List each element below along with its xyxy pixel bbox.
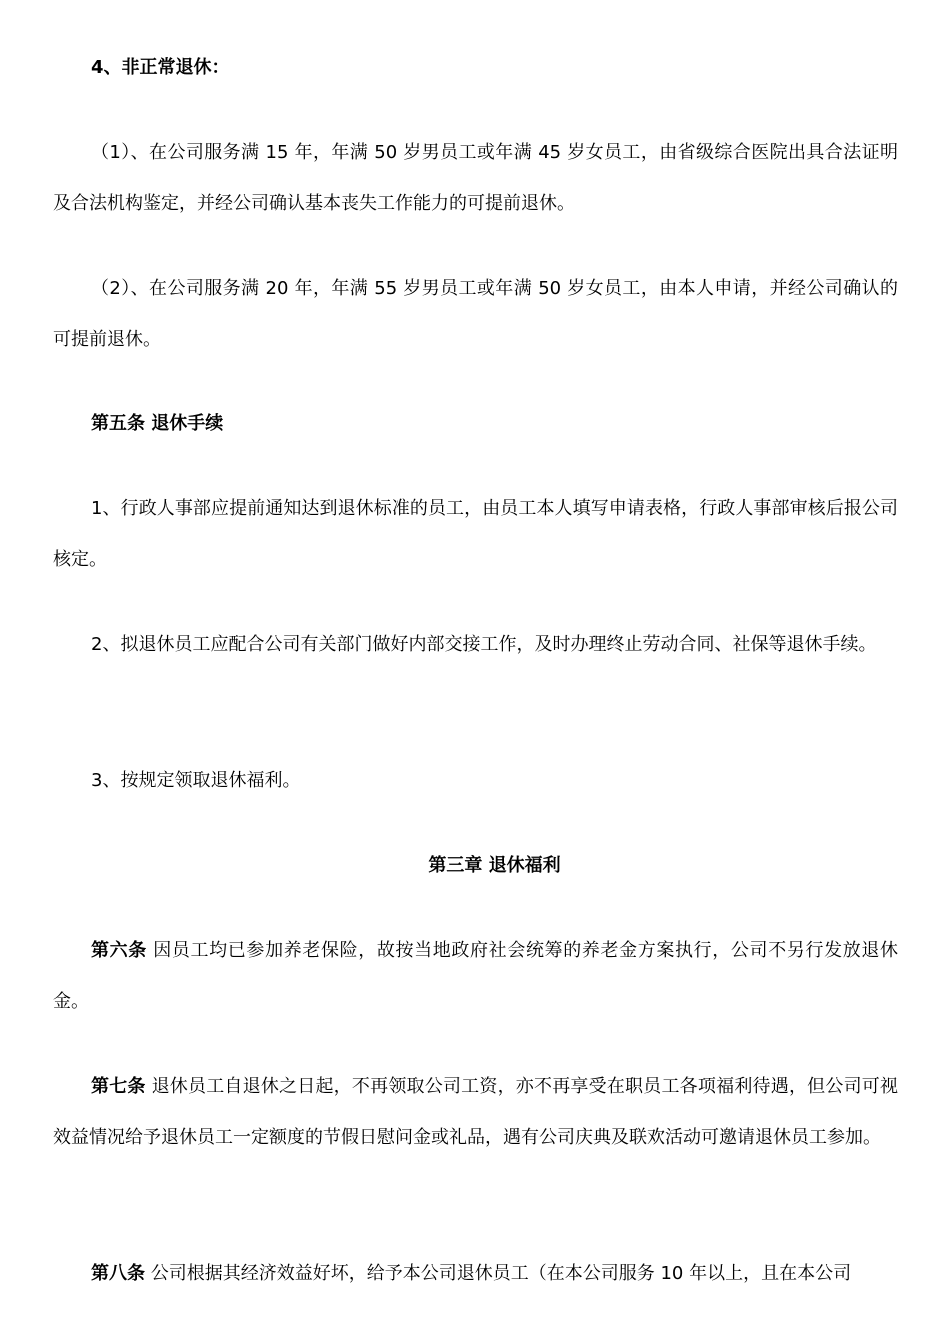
section4-heading: 4、非正常退休： <box>91 57 230 78</box>
article6-text: 因员工均已参加养老保险，故按当地政府社会统筹的养老金方案执行，公司不另行发放退休金。 <box>53 940 899 1012</box>
article7-paragraph <box>53 1061 898 1163</box>
article8-paragraph <box>53 1248 898 1299</box>
article6-paragraph <box>53 925 898 1027</box>
chapter3-title: 第三章 退休福利 <box>428 855 561 876</box>
article8-label: 第八条 <box>91 1263 145 1284</box>
article5-item-1: 1、行政人事部应提前通知达到退休标准的员工，由员工本人填写申请表格，行政人事部审核后报公司核定。 <box>53 498 898 570</box>
article5-item-3: 3、按规定领取退休福利。 <box>91 770 301 791</box>
article8-text: 公司根据其经济效益好坏，给予本公司退休员工（在本公司服务 10 年以上，且在本公司 <box>145 1263 852 1284</box>
section4-item-2: （2）、在公司服务满 20 年，年满 55 岁男员工或年满 50 岁女员工，由本人申请，并经公司确认的可提前退休。 <box>53 278 898 350</box>
article7-label: 第七条 <box>91 1076 146 1097</box>
section4-item-1: （1）、在公司服务满 15 年，年满 50 岁男员工或年满 45 岁女员工，由省级综合医院出具合法证明及合法机构鉴定，并经公司确认基本丧失工作能力的可提前退休。 <box>53 142 898 214</box>
article6-label: 第六条 <box>91 940 147 961</box>
article5-item-2: 2、拟退休员工应配合公司有关部门做好内部交接工作，及时办理终止劳动合同、社保等退休手续。 <box>91 634 877 655</box>
article7-text: 退休员工自退休之日起，不再领取公司工资，亦不再享受在职员工各项福利待遇，但公司可视效益情况给予退休员工一定额度的节假日慰问金或礼品，遇有公司庆典及联欢活动可邀请退休员工参加。 <box>53 1076 899 1148</box>
article5-heading: 第五条 退休手续 <box>91 413 224 434</box>
